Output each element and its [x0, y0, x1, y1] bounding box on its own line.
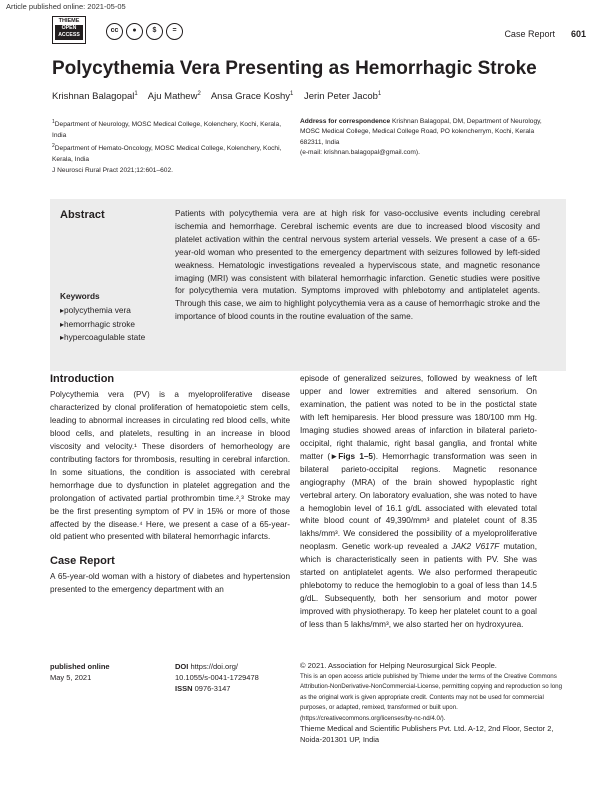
published-label: published online [50, 662, 110, 671]
keyword-item: ▸ hypercoagulable state [60, 331, 145, 345]
gene-mutation-name: JAK2 V617F [451, 542, 500, 552]
author-name: Krishnan Balagopal [52, 91, 135, 103]
doi-label: DOI [175, 662, 189, 671]
keyword-item: ▸ hemorrhagic stroke [60, 318, 145, 332]
issn-label: ISSN [175, 684, 193, 693]
nc-icon: $ [146, 23, 163, 40]
case-report-text-right: episode of generalized seizures, followed by weakness of left upper and lower extremities and altered sensorium. On examination, the patient was noted to be in the postictal state with left hemiparesis. Her blood pressure was 180/100 mm Hg. Imaging studies showed areas of infarction in bilateral parieto-occipital, right thalamic, right basal ganglia, and frontal white matter (►Figs 1–5). Hemorrhagic transformation was seen in bilateral parieto-occipital regions. Magnetic resonance angiography (MRA) of the brain showed hypoplastic right vertebral artery. On laboratory evaluation, she was noted to have a hemoglobin level of 16.1 g/dL associated with elevated total white blood count of 49,390/mm³ and platelet count of 8.35 lakhs/mm³. We considered the possibility of a myeloproliferative neoplasm. Genetic work-up revealed a JAK2 V617F mutation, which is characteristically seen in patients with PV. She was started on antiplatelet agents. We also performed therapeutic phlebotomy to reduce the hemoglobin to a goal of less than 14.5 g/dL. Subsequently, both her sensorium and motor power improved with physiotherapy. To keep her platelet count to a goal of less than 5 lakhs/mm³, we also started her on hydroxyurea. [300, 374, 538, 630]
affiliation-item: $^2$Department of Hemato-Oncology, MOSC Medical College, Kolenchery, Kochi, Kerala, India [52, 143, 282, 163]
article-type-label: Case Report [504, 29, 555, 39]
article-title: Polycythemia Vera Presenting as Hemorrhagic Stroke [52, 58, 537, 79]
abstract-heading: Abstract [60, 209, 105, 221]
doi-issn-block [175, 661, 259, 694]
logo-line-3: ACCESS [58, 32, 80, 38]
doi-link[interactable]: https://doi.org/ [190, 662, 238, 671]
license-text: This is an open access article published by Thieme under the terms of the Creative Commons Attribution-NonDerivative-NonCommercial-License, permitting copying and reproduction so long as the original work is given appropriate credit. Contents may not be used for commercial purposes, or adapted, remixed, transformed or built upon. (https://creativecommons.org/licenses/by-nc-nd/4.0/). [300, 672, 563, 722]
copyright-line: © 2021. Association for Helping Neurosurgical Sick People. [300, 661, 497, 670]
author-name: Ansa Grace Koshy [210, 91, 291, 103]
author-name: Jerin Peter Jacob [303, 91, 378, 103]
by-icon: ● [126, 23, 143, 40]
logo-open-access [55, 25, 83, 40]
published-online-note: Article published online: 2021-05-05 [6, 2, 126, 11]
author-affil-sup: 1 [134, 91, 138, 97]
keywords-heading: Keywords [60, 291, 100, 301]
keyword-item: ▸ polycythemia vera [60, 304, 145, 318]
doi-value: 10.1055/s-0041-1729478 [175, 673, 259, 682]
introduction-text: Polycythemia vera (PV) is a myeloproliferative disease characterized by clonal proliferation of hematopoietic stem cells, leading to abnormal increases in circulating red blood cells, white blood cells, and platelets, resulting in an increase in blood viscosity and velocity.¹ These disorders of hemorheology are contributing factors for thrombosis, resulting in cerebral infarction. In some situations, the condition is associated with cerebral hemorrhage due to dysfunction in platelet aggregation and the prolongation of activated partial prothrombin time.²,³ Stroke may be the first presenting symptom of PV in 15% or more of those affected by the disease.⁴ Here, we present a case of a 65-year-old patient who presented with bilateral hemorrhagic infarcts. [50, 390, 290, 542]
correspondence-label: Address for correspondence [300, 118, 391, 125]
author-affil-sup: 1 [377, 91, 382, 97]
keywords-list [60, 304, 145, 345]
journal-citation: J Neurosci Rural Pract 2021;12:601–602. [52, 167, 173, 174]
author-affil-sup: 2 [197, 91, 201, 97]
body-column-right [300, 373, 537, 632]
cc-icon: cc [106, 23, 123, 40]
copyright-license-block [300, 661, 565, 745]
correspondence-text: Krishnan Balagopal, DM, Department of Neurology, MOSC Medical College, Medical College Road, PO kolencherrym, Kochi, Kerala 682311, India [300, 118, 542, 146]
figures-reference-link[interactable]: ►Figs 1–5 [330, 451, 373, 461]
publisher-address: Thieme Medical and Scientific Publishers Pvt. Ltd. A-12, 2nd Floor, Sector 2, Noida-201301 UP, India [300, 724, 554, 744]
publication-date-block [50, 661, 110, 683]
case-report-text-left: A 65-year-old woman with a history of diabetes and hypertension presented to the emergency department with an [50, 572, 290, 595]
thieme-open-access-logo [52, 16, 86, 44]
published-date: May 5, 2021 [50, 673, 92, 682]
body-column-left [50, 373, 290, 597]
logo-line-1: THIEME [58, 18, 80, 24]
issn-value: 0976-3147 [194, 684, 231, 693]
affiliation-item: $^1$Department of Neurology, MOSC Medical College, Kolenchery, Kochi, Kerala, India [52, 119, 282, 139]
author-name: Aju Mathew [147, 91, 198, 103]
author-affil-sup: 1 [290, 91, 294, 97]
correspondence-address [300, 117, 545, 159]
running-header [504, 29, 586, 39]
nd-icon: = [166, 23, 183, 40]
author-list [52, 91, 381, 102]
logo-line-2: OPEN [61, 25, 77, 31]
introduction-heading: Introduction [50, 373, 115, 385]
page-number: 601 [570, 29, 586, 39]
license-icons [106, 23, 183, 40]
correspondence-email: (e-mail: krishnan.balagopal@gmail.com). [300, 149, 420, 157]
affiliations [52, 117, 287, 165]
abstract-text: Patients with polycythemia vera are at high risk for vaso-occlusive events including cerebral ischemia and hemorrhage. Cerebral ischemic events are due to increased blood viscosity and platelet activation within the central nervous system arterial vessels. We present a case of a 65-year-old woman who presented to the emergency department with seizures followed by left-sided weakness. Hematologic investigations revealed a hyperviscous state, and magnetic resonance imaging (MRI) was consistent with bilateral hemorrhagic infarction. Genetic studies were positive for polycythemia vera mutation. Symptoms improved with phlebotomy and antiplatelet agents. Through this case, we aim to highlight polycythemia vera as a cause of hemorrhagic stroke and the importance of blood counts in the routine evaluation of the same. [175, 208, 540, 322]
case-report-heading: Case Report [50, 555, 115, 568]
